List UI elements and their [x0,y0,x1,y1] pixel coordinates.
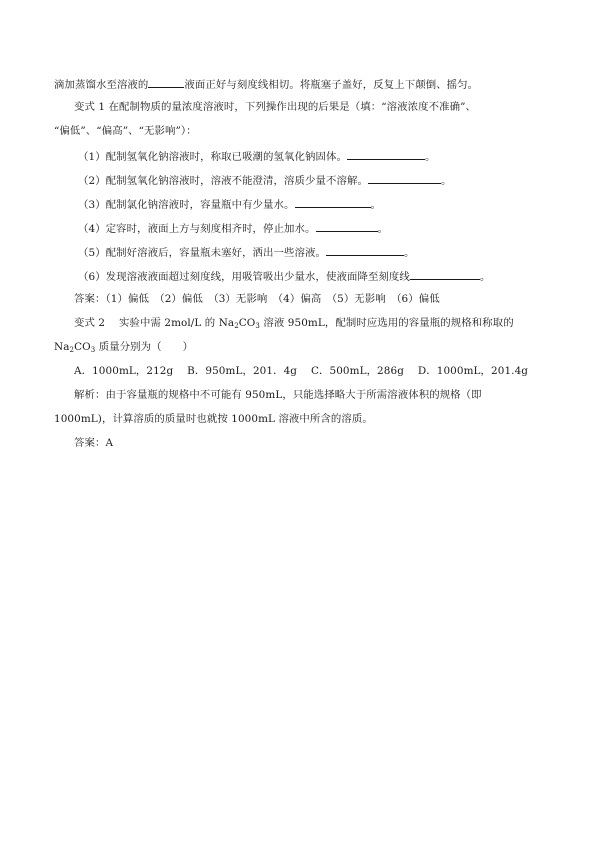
variant2-text: Na [54,341,70,353]
variant2-text: 质量分别为（ ） [95,341,194,353]
question-item-3 [78,196,381,212]
variant1-title: 变式 1 在配制物质的量浓度溶液时，下列操作出现的后果是（填：“溶液浓度不准确”、 [74,101,476,113]
subscript: 2 [234,322,239,330]
question-text: （4）定容时，液面上方与刻度相齐时，停止加水。 [78,223,316,235]
question-text: （1）配制氢氧化钠溶液时，称取已吸潮的氢氧化钠固体。 [78,151,347,163]
analysis-text: 解析：由于容量瓶的规格中不可能有 950mL，只能选择略大于所需溶液体积的规格（即 [74,389,482,401]
question-end: 。 [377,223,389,235]
intro-text-before: 滴加蒸馏水至溶液的 [54,79,149,91]
question-text: （6）发现溶液液面超过刻度线，用吸管吸出少量水，使液面降至刻度线 [78,271,410,283]
answer-blank [316,220,378,232]
variant2-options: A．1000mL，212g B．950mL，201．4g C．500mL，286g D．1000mL，201.4g [74,365,529,377]
question-text: （3）配制氯化钠溶液时，容量瓶中有少量水。 [78,199,295,211]
variant2-text: CO [238,317,256,329]
question-end: 。 [370,199,382,211]
answer-blank [347,148,425,160]
variant1-answer: 答案：（1）偏低 （2）偏低 （3）无影响 （4）偏高 （5）无影响 （6）偏低 [74,293,440,305]
variant2-answer: 答案：A [74,437,114,449]
variant2-title-cont [54,340,193,354]
question-item-2 [78,172,451,188]
variant1-title-cont: “偏低”、“偏高”、“无影响”）： [54,125,197,137]
answer-blank [410,268,480,280]
question-text: （5）配制好溶液后，容量瓶未塞好，洒出一些溶液。 [78,247,326,259]
question-end: 。 [404,247,415,259]
question-end: 。 [479,271,491,283]
variant2-title [74,316,514,330]
question-item-5 [78,244,415,260]
analysis-text-cont: 1000mL)，计算溶质的质量时也就按 1000mL 溶液中所含的溶质。 [54,413,373,425]
question-item-1 [78,148,435,164]
variant2-text: 溶液 950mL，配制时应选用的容量瓶的规格和称取的 [259,317,514,329]
intro-text-after: 液面正好与刻度线相切。将瓶塞子盖好，反复上下颠倒、摇匀。 [184,79,479,91]
subscript: 3 [90,346,96,354]
subscript: 3 [255,322,260,330]
answer-blank [326,244,404,256]
answer-blank [295,196,371,208]
answer-blank [368,172,441,184]
question-end: 。 [424,151,436,163]
variant2-text: CO [74,341,91,353]
question-text: （2）配制氢氧化钠溶液时，溶液不能澄清，溶质少量不溶解。 [78,175,368,187]
question-item-6 [78,268,490,284]
question-item-4 [78,220,388,236]
question-end: 。 [440,175,452,187]
variant2-text: 变式 2 实验中需 2mol/L 的 Na [74,317,235,329]
answer-blank [148,76,184,88]
subscript: 2 [69,346,75,354]
intro-paragraph [54,76,478,92]
